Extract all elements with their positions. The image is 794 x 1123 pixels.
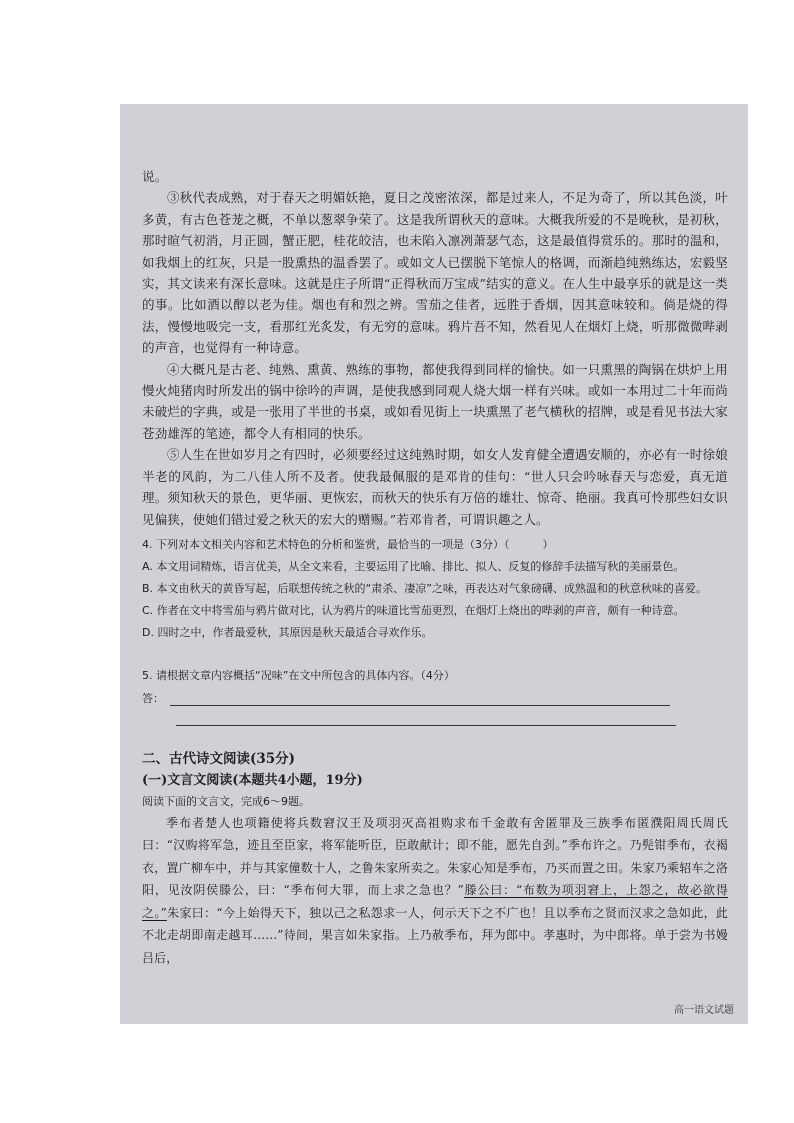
exam-paper: [120, 104, 748, 1024]
classical-text: 朱家曰：“今上始得天下，独以己之私怨求一人，何示天下之不广也！且以季布之贤而汉求之急如此，此不北走胡即南走越耳……”待间，果言如朱家指。上乃赦季布，拜为郎中。孝惠时，为中郎将。单于尝为书嫚吕后，: [142, 905, 728, 965]
passage-paragraph-3: ③秋代表成熟，对于春天之明媚妖艳，夏日之茂密浓深，都是过来人，不足为奇了，所以其色淡，叶多黄，有古色苍茏之概，不单以葱翠争荣了。这是我所谓秋天的意味。大概我所爱的不是晚秋，是初秋，那时暄气初消，月正圆，蟹正肥，桂花皎洁，也未陷入凛冽萧瑟气态，这是最值得赏乐的。那时的温和，如我烟上的红灰，只是一股熏热的温香罢了。或如文人已摆脱下笔惊人的格调，而渐趋纯熟练达，宏毅坚实，其文读来有深长意味。这就是庄子所谓“正得秋而万宝成”结实的意义。在人生中最享乐的就是这一类的事。比如酒以醇以老为佳。烟也有和烈之辨。雪茄之佳者，远胜于香烟，因其意味较和。倘是烧的得法，慢慢地吸完一支，看那红光炙发，有无穷的意味。鸦片吾不知，然看见人在烟灯上烧，听那微微哔剥的声音，也觉得有一种诗意。: [142, 190, 728, 356]
question-4: [142, 534, 728, 643]
option-d: D. 四时之中，作者最爱秋，其原因是秋天最适合寻欢作乐。: [142, 625, 433, 639]
passage-paragraph-4: ④大概凡是古老、纯熟、熏黄、熟练的事物，都使我得到同样的愉快。如一只熏黑的陶锅在烘炉上用慢火炖猪肉时所发出的锅中徐吟的声调，是使我感到同观人烧大烟一样有兴味。或如一本用过二十年而尚未破烂的字典，或是一张用了半世的书桌，或如看见街上一块熏黑了老气横秋的招牌，或是看见书法大家苍劲雄浑的笔迹，都令人有相同的快乐。: [142, 361, 728, 441]
answer-line-2[interactable]: [170, 706, 728, 726]
answer-rule: [176, 711, 676, 726]
passage-fragment: 说。: [142, 169, 168, 184]
option-a: A. 本文用词精炼，语言优美，从全文来看，主要运用了比喻、排比、拟人、反复的修辞手法描写秋的美丽景色。: [142, 559, 685, 573]
classical-paragraph: [142, 812, 728, 970]
reading-instruction: 阅读下面的文言文，完成6～9题。: [142, 794, 310, 808]
classical-text: 季布者楚人也项籍使将兵数窘汉王及项羽灭高祖购求布千金敢有舍匿罪及三族季布匿濮阳周氏周氏曰：“汉购将军急，迹且至臣家，将军能听臣，臣敢献计；即不能，愿先自刭。”季布许之。乃髡钳季布，衣褐衣，置广柳车中，并与其家僮数十人，之鲁朱家所卖之。朱家心知是季布，乃买而置之田。朱家乃乘轺车之洛阳，见汝阴侯滕公，曰：“季布何大罪，而上求之急也？”: [142, 815, 728, 898]
question-5-stem: 5. 请根据文章内容概括“况味”在文中所包含的具体内容。（4分）: [142, 668, 455, 682]
option-b: B. 本文由秋天的黄昏写起，后联想传统之秋的“肃杀、凄凉”之味，再表达对气象磅礴、成熟温和的秋意秋味的喜爱。: [142, 581, 707, 595]
passage-paragraph-5: ⑤人生在世如岁月之有四时，必须要经过这纯熟时期，如女人发育健全遭遇安顺的，亦必有一时徐娘半老的风韵，为二八佳人所不及者。使我最佩服的是邓肯的佳句：“世人只会吟咏春天与恋爱，真无道理。须知秋天的景色，更华丽、更恢宏，而秋天的快乐有万倍的雄壮、惊奇、艳丽。我真可怜那些妇女识见偏狭，使她们错过爱之秋天的宏大的赠赐。”若邓肯者，可谓识趣之人。: [142, 447, 728, 527]
option-c: C. 作者在文中将雪茄与鸦片做对比，认为鸦片的味道比雪茄更烈，在烟灯上烧出的哔剥的声音，颇有一种诗意。: [142, 603, 685, 617]
question-4-stem: 4. 下列对本文相关内容和艺术特色的分析和鉴赏，最恰当的一项是（3分）（ ）: [142, 537, 554, 551]
answer-label: 答：: [142, 691, 164, 705]
page-content: [142, 166, 728, 969]
modern-passage: [142, 166, 728, 530]
classical-passage: [142, 812, 728, 970]
answer-line-1[interactable]: [142, 686, 728, 706]
answer-rule: [170, 691, 670, 706]
section-title: 二、古代诗文阅读(35分): [142, 750, 296, 767]
underlined-sentence: 滕公曰：“布数为项羽窘上，上怨之，故必欲得之。”: [142, 883, 728, 920]
subsection-title: (一)文言文阅读(本题共4小题，19分): [142, 772, 363, 788]
question-5: [142, 665, 728, 726]
page-footer: 高一语文试题: [674, 1005, 734, 1016]
